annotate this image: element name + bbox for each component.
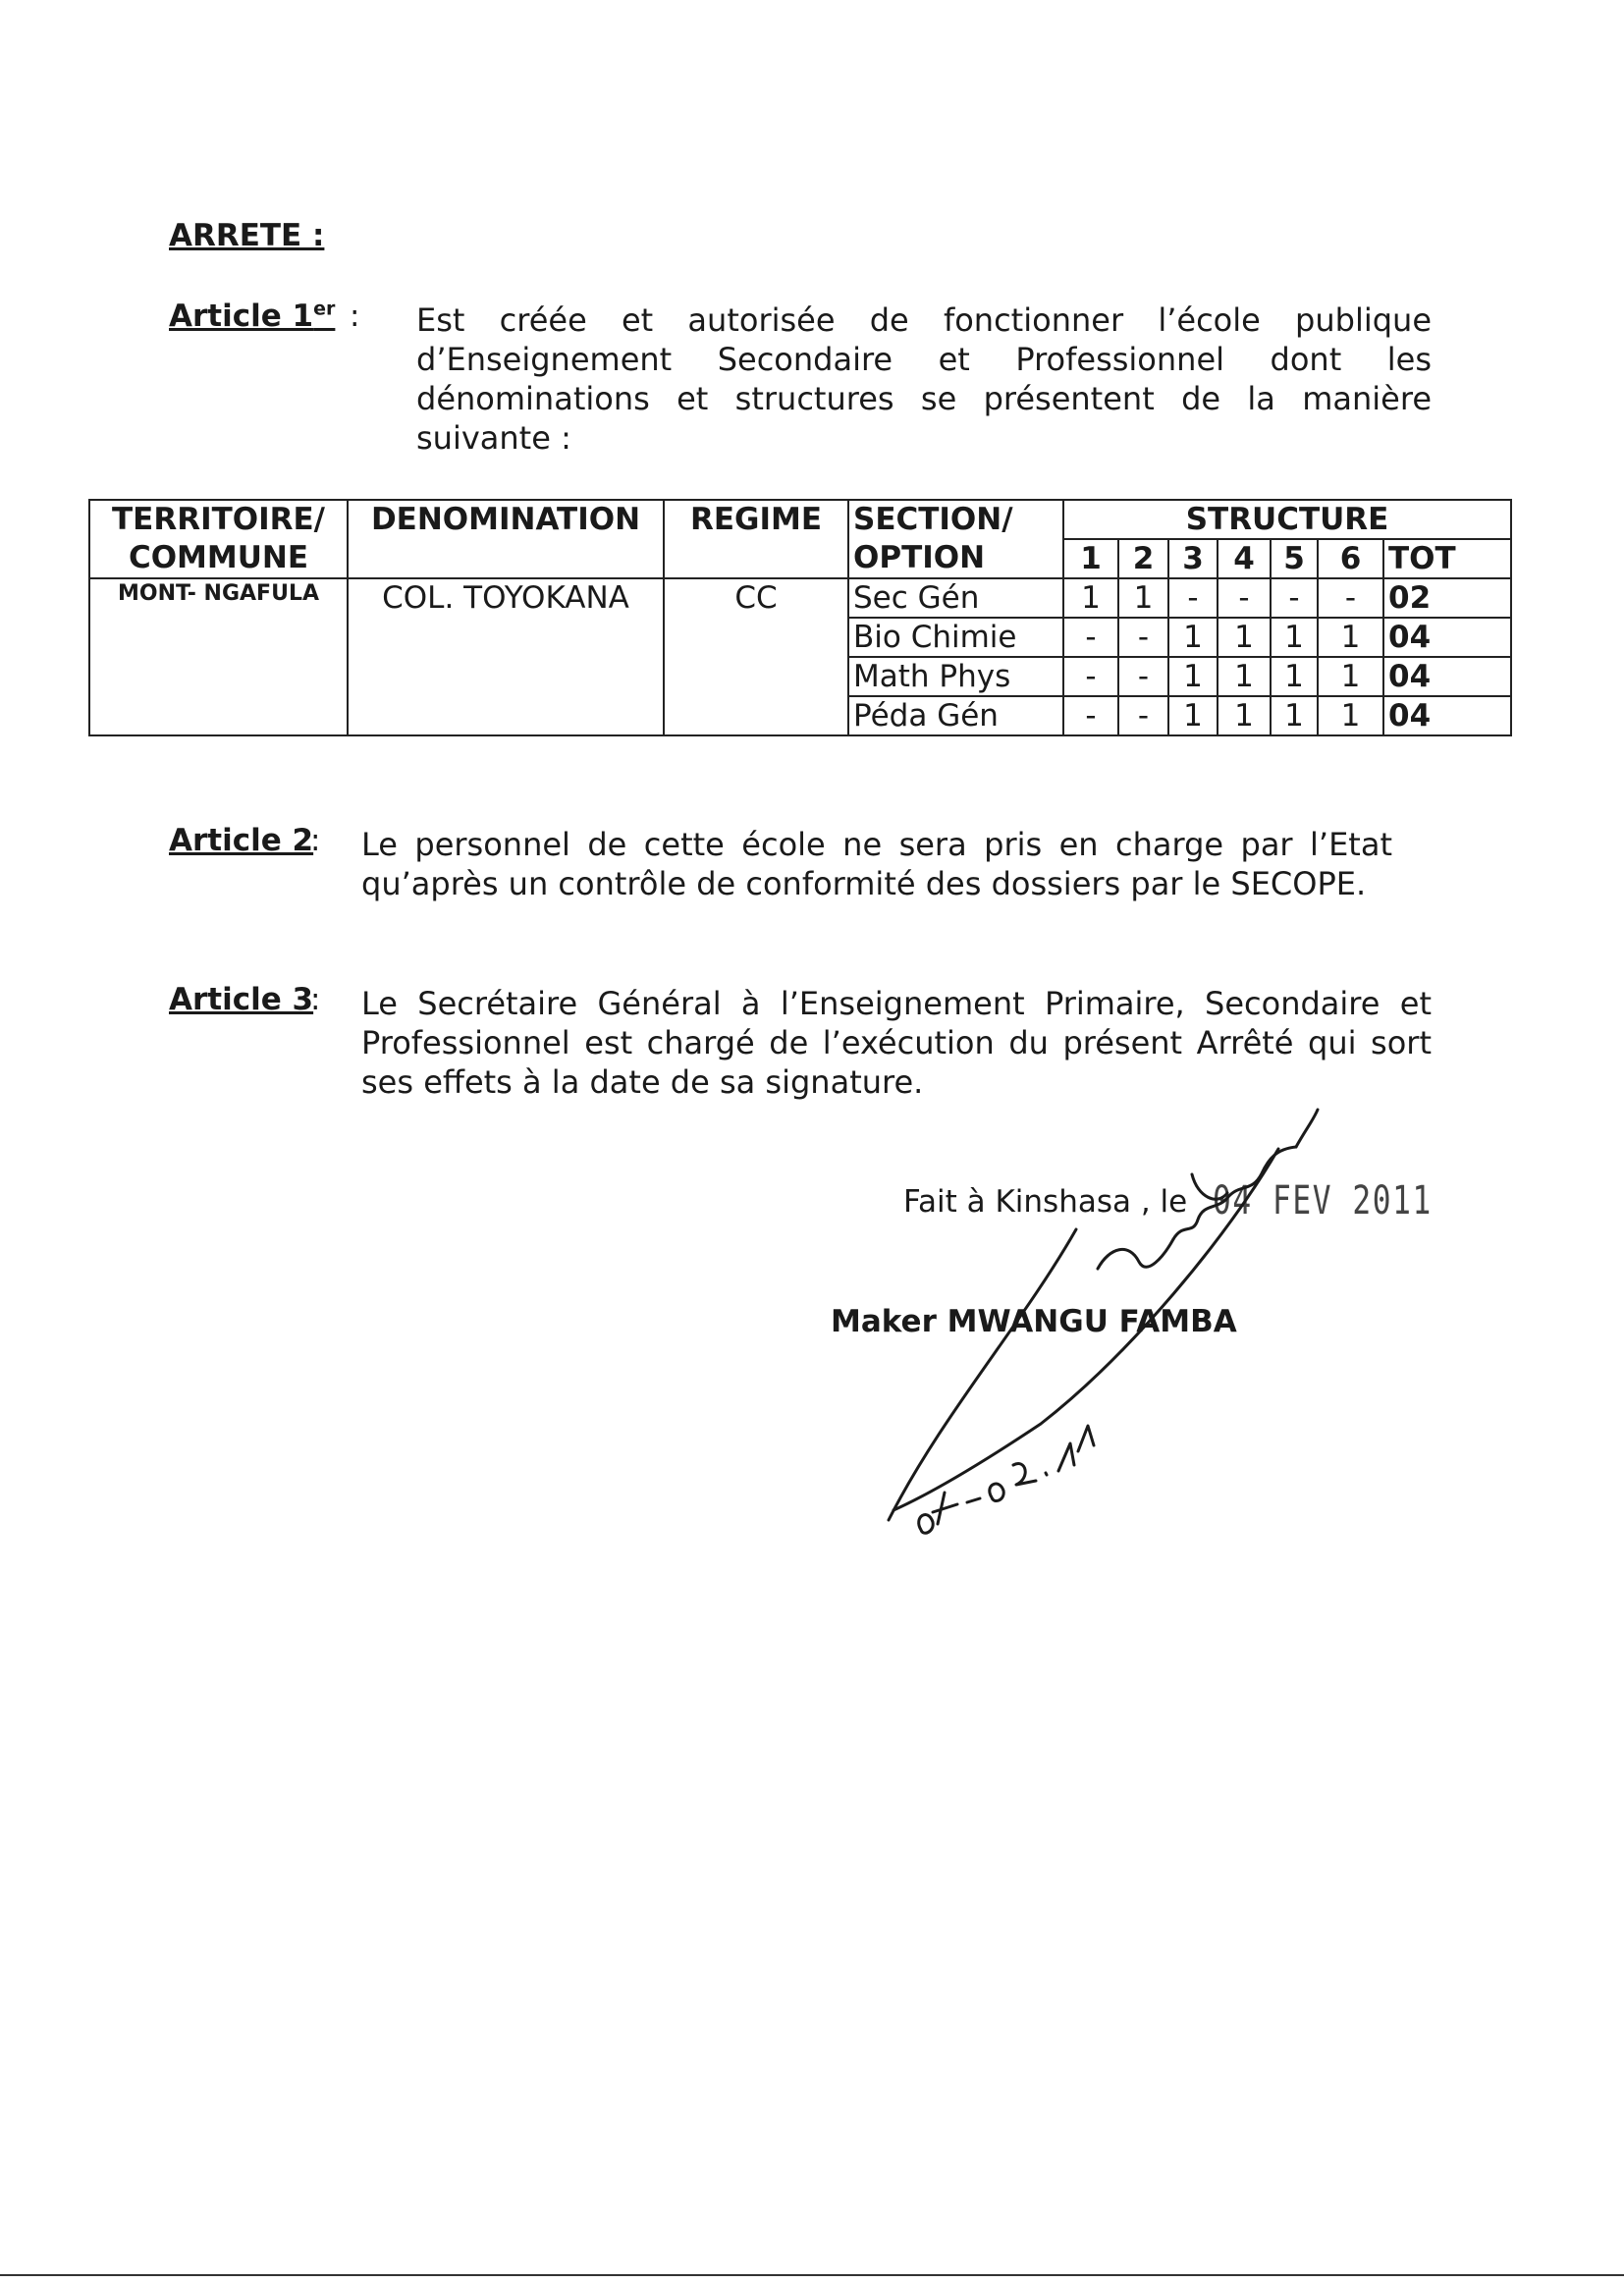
decree-heading: ARRETE : <box>169 218 325 253</box>
cell-option: Sec Gén <box>848 578 1063 618</box>
header-level-4: 4 <box>1218 539 1271 578</box>
table-header-row-1 <box>89 500 1511 539</box>
cell-option: Math Phys <box>848 657 1063 696</box>
header-regime: REGIME <box>664 500 848 578</box>
cell-level: - <box>1118 696 1168 735</box>
stamped-date: 04 FEV 2011 <box>1213 1178 1433 1223</box>
header-level-2: 2 <box>1118 539 1168 578</box>
article-1-superscript: er <box>313 298 336 320</box>
cell-level: 1 <box>1271 696 1318 735</box>
table-row <box>89 578 1511 618</box>
cell-level: - <box>1063 618 1118 657</box>
cell-option: Péda Gén <box>848 696 1063 735</box>
cell-level: - <box>1063 657 1118 696</box>
bottom-rule <box>0 2274 1624 2276</box>
header-level-3: 3 <box>1168 539 1218 578</box>
cell-total: 02 <box>1383 578 1511 618</box>
header-level-6: 6 <box>1318 539 1383 578</box>
school-structure-table <box>88 499 1512 736</box>
cell-level: - <box>1118 618 1168 657</box>
header-total: TOT <box>1383 539 1511 578</box>
article-2-label: Article 2 <box>169 823 314 858</box>
cell-level: 1 <box>1118 578 1168 618</box>
cell-level: 1 <box>1271 657 1318 696</box>
signatory-name: Maker MWANGU FAMBA <box>831 1304 1237 1339</box>
header-level-5: 5 <box>1271 539 1318 578</box>
article-3-text: Le Secrétaire Général à l’Enseignement Primaire, Secondaire et Professionnel est chargé de l’exécution du présent Arrêté qui sort ses effets à la date de sa signature. <box>361 985 1432 1101</box>
cell-level: 1 <box>1063 578 1118 618</box>
cell-level: 1 <box>1168 696 1218 735</box>
article-2-text: Le personnel de cette école ne sera pris en charge par l’Etat qu’après un contrôle de conformité des dossiers par le SECOPE. <box>361 826 1392 902</box>
cell-level: 1 <box>1218 618 1271 657</box>
article-1-label-text: Article 1 <box>169 299 314 334</box>
cell-total: 04 <box>1383 657 1511 696</box>
cell-regime: CC <box>664 578 848 735</box>
cell-level: - <box>1218 578 1271 618</box>
cell-total: 04 <box>1383 618 1511 657</box>
article-1-text: Est créée et autorisée de fonctionner l’école publique d’Enseignement Secondaire et Professionnel dont les dénominations et structures se présentent de la manière suivante : <box>416 301 1432 457</box>
cell-level: 1 <box>1218 657 1271 696</box>
header-denomination: DENOMINATION <box>348 500 664 578</box>
article-3-colon: : <box>310 982 321 1017</box>
cell-level: - <box>1063 696 1118 735</box>
header-structure: STRUCTURE <box>1063 500 1511 539</box>
cell-level: - <box>1168 578 1218 618</box>
cell-option: Bio Chimie <box>848 618 1063 657</box>
cell-level: 1 <box>1318 657 1383 696</box>
article-3-label: Article 3 <box>169 982 314 1017</box>
cell-level: - <box>1271 578 1318 618</box>
cell-level: - <box>1318 578 1383 618</box>
place-of-signature: Fait à Kinshasa , le <box>903 1184 1188 1220</box>
article-1-label <box>169 299 335 334</box>
cell-level: 1 <box>1168 657 1218 696</box>
cell-level: 1 <box>1168 618 1218 657</box>
header-section-option: SECTION/ OPTION <box>848 500 1063 578</box>
cell-territoire: MONT- NGAFULA <box>89 578 348 735</box>
cell-denomination: COL. TOYOKANA <box>348 578 664 735</box>
cell-total: 04 <box>1383 696 1511 735</box>
article-2-colon: : <box>310 823 321 858</box>
article-1-colon: : <box>350 299 360 334</box>
header-territoire: TERRITOIRE/ COMMUNE <box>89 500 348 578</box>
cell-level: 1 <box>1318 618 1383 657</box>
cell-level: 1 <box>1218 696 1271 735</box>
header-level-1: 1 <box>1063 539 1118 578</box>
cell-level: 1 <box>1271 618 1318 657</box>
cell-level: 1 <box>1318 696 1383 735</box>
cell-level: - <box>1118 657 1168 696</box>
